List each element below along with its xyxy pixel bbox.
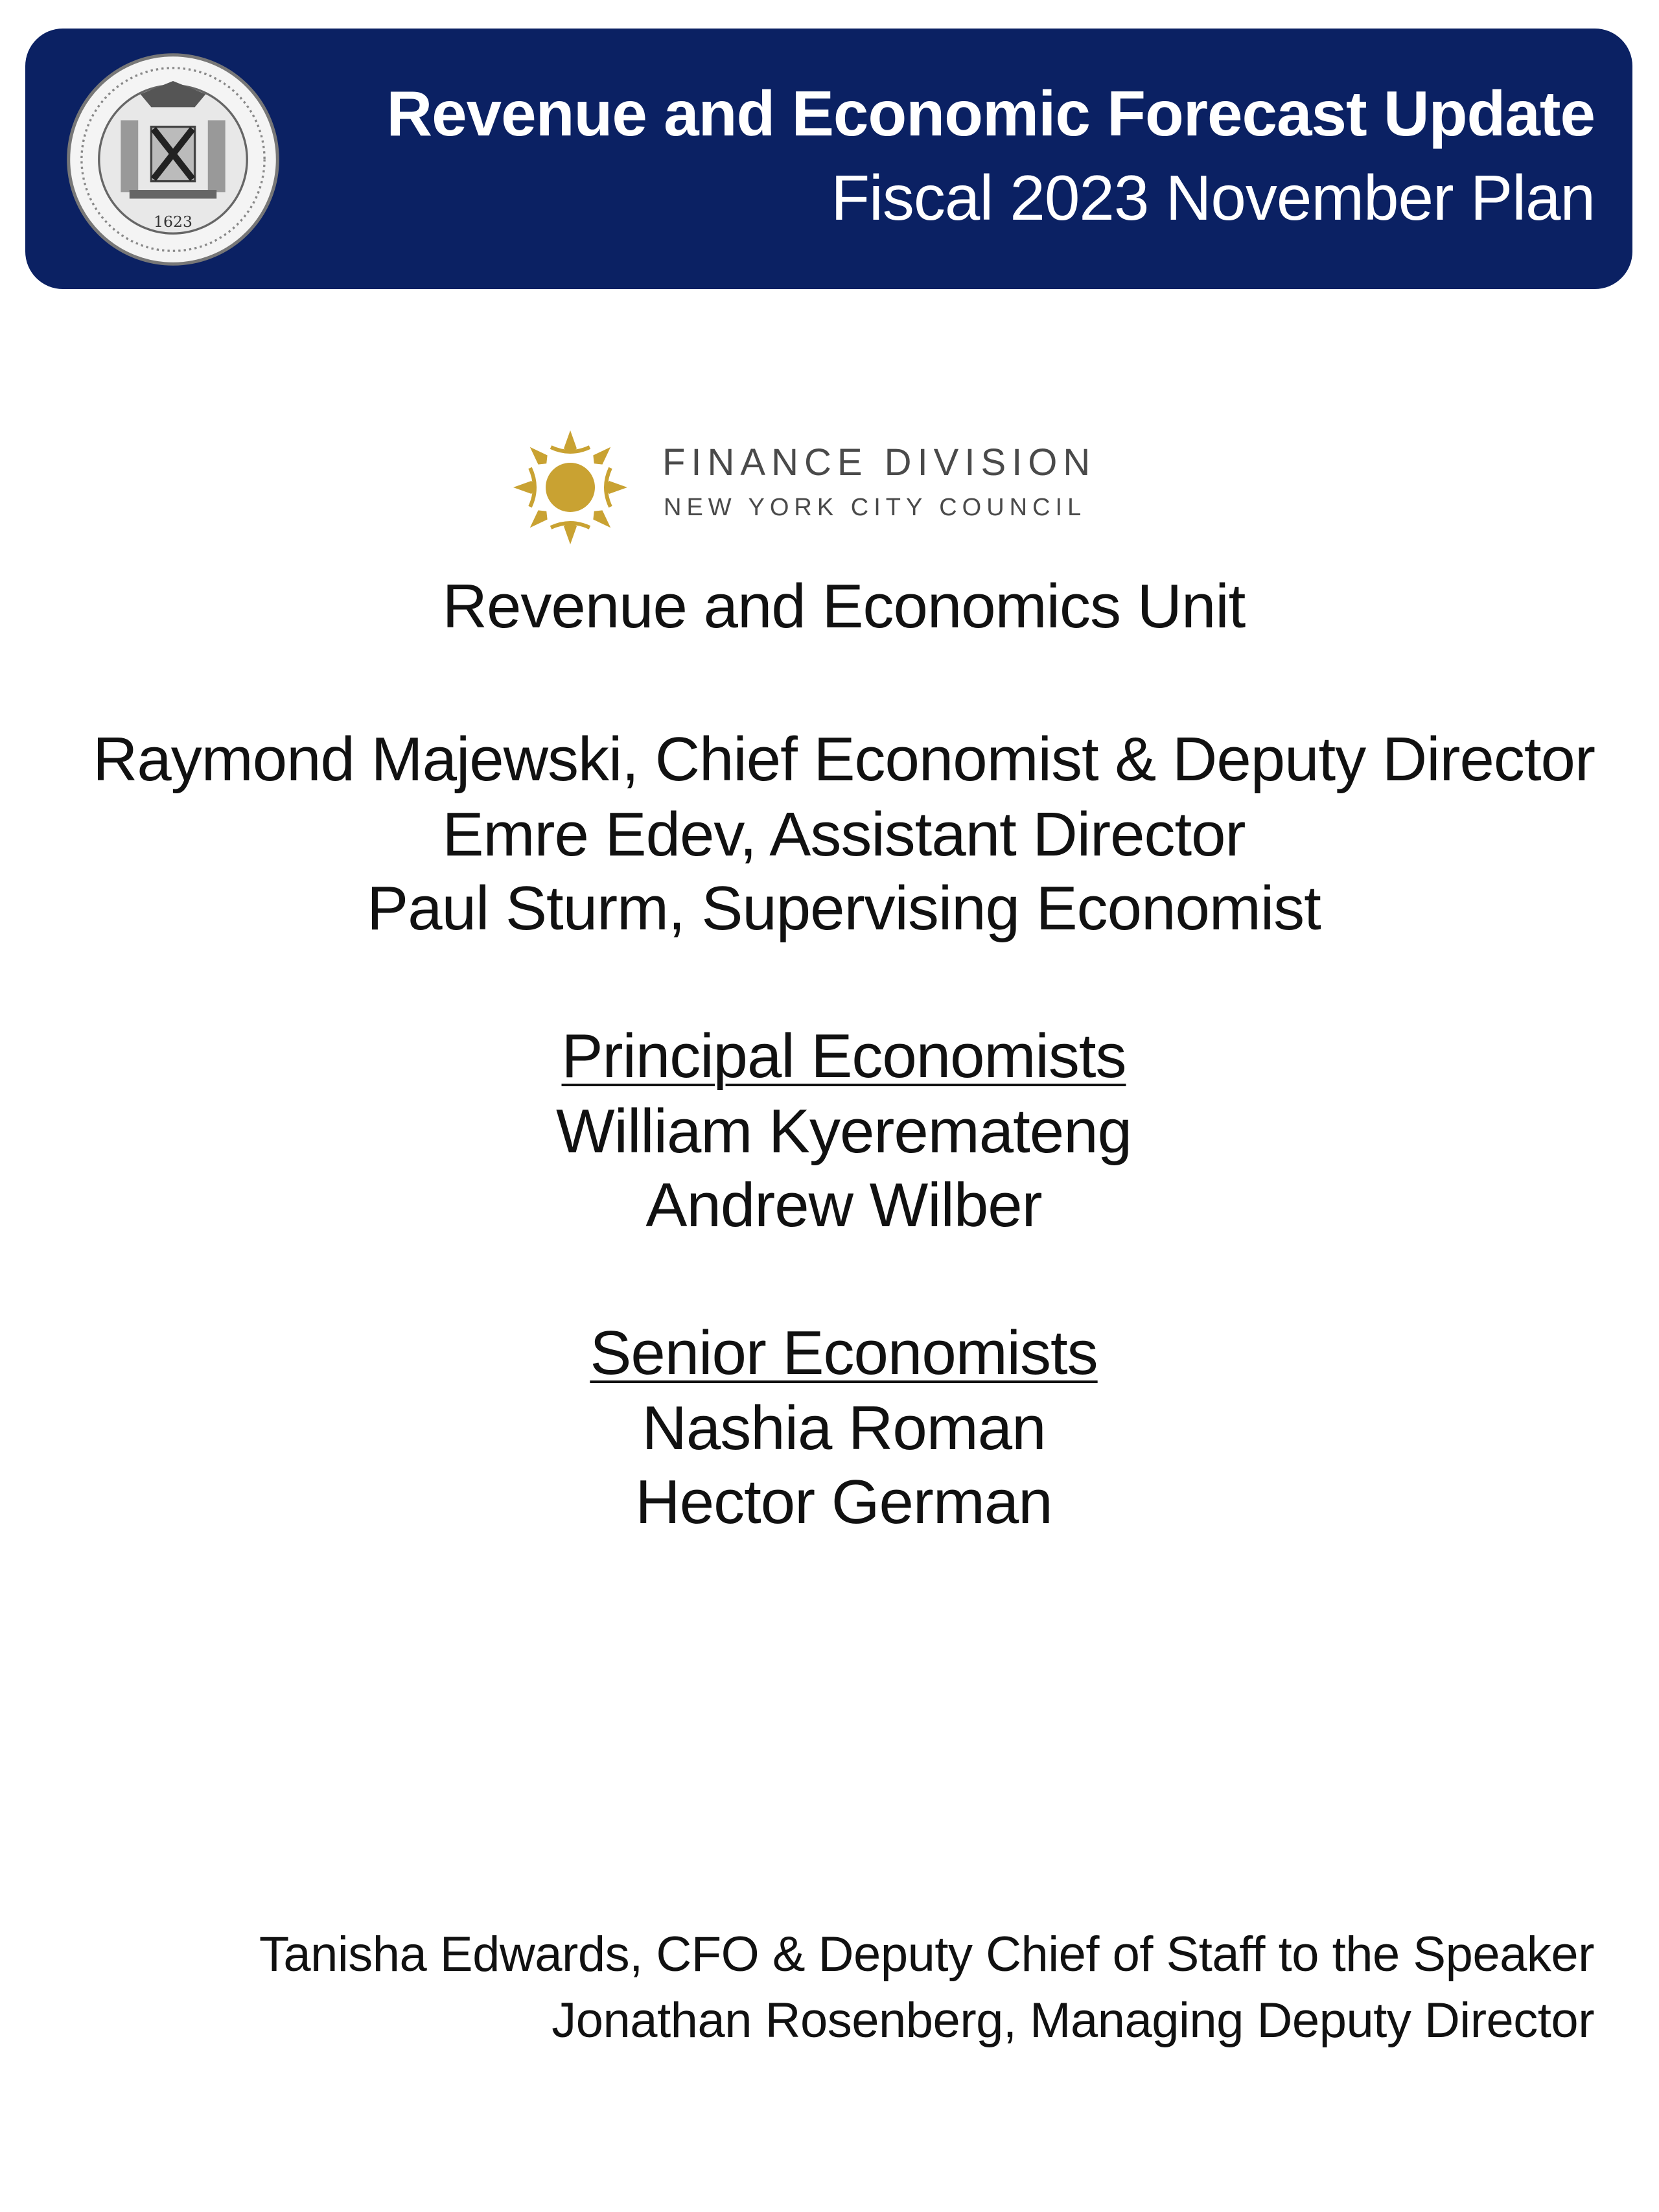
leadership-line-3: Paul Sturm, Supervising Economist (367, 874, 1321, 943)
footer-line-1: Tanisha Edwards, CFO & Deputy Chief of Staff to the Speaker (259, 1927, 1594, 1982)
finance-division-sun-icon (505, 423, 635, 552)
nyc-seal-icon (64, 49, 282, 270)
principal-heading: Principal Economists (561, 1021, 1126, 1091)
principal-name-2: Andrew Wilber (645, 1170, 1042, 1240)
leadership-line-2: Emre Edev, Assistant Director (442, 800, 1246, 869)
senior-name-2: Hector German (635, 1467, 1052, 1537)
senior-heading: Senior Economists (590, 1318, 1098, 1388)
seal-year-text: 1623 (154, 213, 192, 231)
footer-line-2: Jonathan Rosenberg, Managing Deputy Director (551, 1993, 1594, 2048)
logo-line-city-council: NEW YORK CITY COUNCIL (664, 494, 1087, 521)
logo-line-finance-division: FINANCE DIVISION (662, 441, 1096, 483)
banner-title: Revenue and Economic Forecast Update (386, 78, 1595, 149)
unit-title: Revenue and Economics Unit (442, 572, 1246, 641)
leadership-line-1: Raymond Majewski, Chief Economist & Deputy Director (93, 725, 1595, 794)
senior-name-1: Nashia Roman (642, 1393, 1046, 1463)
header-banner (25, 29, 1632, 289)
banner-subtitle: Fiscal 2023 November Plan (831, 162, 1595, 233)
principal-name-1: William Kyeremateng (556, 1097, 1131, 1166)
